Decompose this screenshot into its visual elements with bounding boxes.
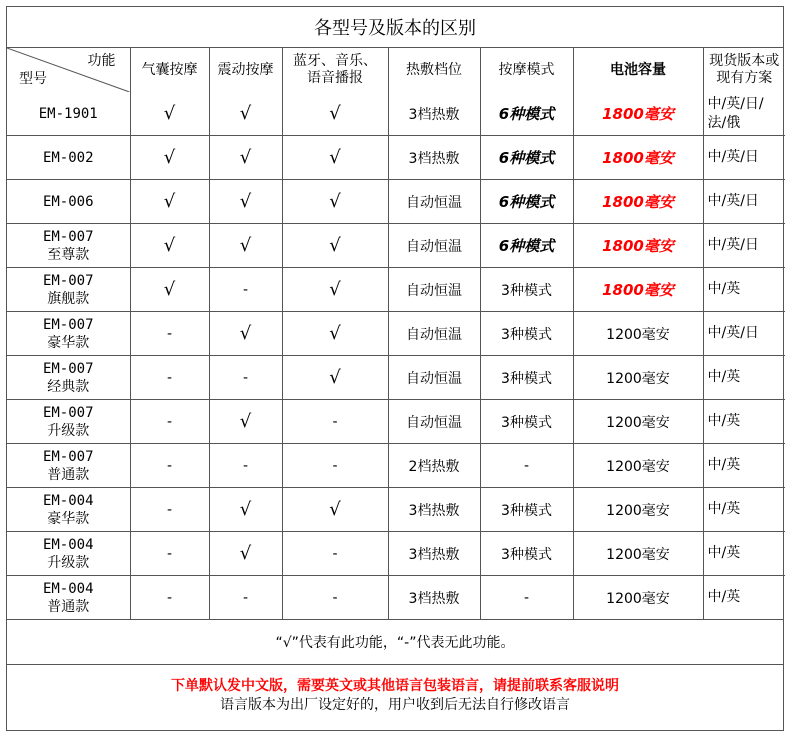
check-mark: √ [239,323,252,344]
language-value: 中/英 [707,457,741,473]
battery-value: 1200毫安 [606,502,670,519]
modes-cell [480,312,573,356]
language-cell [703,444,785,488]
battery-value: 1200毫安 [606,370,670,387]
language-cell [703,224,785,268]
table-body [7,92,785,619]
model-cell [7,180,130,224]
battery-cell [573,444,703,488]
model-variant: 豪华款 [47,334,90,351]
heat-value: 3档热敷 [408,150,460,167]
model-variant: 普通款 [47,466,90,483]
check-mark: √ [239,235,252,256]
airbag-cell [130,444,209,488]
model-cell [7,532,130,576]
dash-mark: - [166,457,173,474]
modes-cell [480,576,573,620]
battery-value: 1200毫安 [606,458,670,475]
dash-mark: - [242,457,249,474]
modes-value: 3种模式 [501,546,552,563]
dash-mark: - [332,545,338,562]
col-header-heat: 热敷档位 [388,48,480,92]
modes-cell [480,400,573,444]
table-row [7,400,785,444]
check-mark: √ [239,543,252,564]
check-mark: √ [239,191,252,212]
bluetooth-cell [282,488,388,532]
heat-value: 自动恒温 [406,194,462,211]
table-row [7,224,785,268]
vibration-cell [209,136,282,180]
battery-cell [573,224,703,268]
battery-cell [573,576,703,620]
dash-mark: - [166,325,173,342]
battery-cell [573,312,703,356]
col-header-modes: 按摩模式 [480,48,573,92]
airbag-cell [130,224,209,268]
airbag-cell [130,312,209,356]
vibration-cell [209,312,282,356]
modes-cell [480,532,573,576]
col-header-language: 现货版本或 现有方案 [703,48,785,92]
modes-value: 6种模式 [498,193,555,211]
airbag-cell [130,268,209,312]
col-header-battery: 电池容量 [573,48,703,92]
language-cell [703,92,785,136]
vibration-cell [209,532,282,576]
language-value: 中/英/日/ [707,95,764,112]
model-code: EM-006 [42,193,94,210]
table-row [7,180,785,224]
language-value: 中/英 [707,545,741,561]
model-code: EM-004 [42,536,94,553]
check-mark: √ [329,103,341,124]
airbag-cell [130,92,209,136]
modes-value: - [523,457,530,474]
table-row [7,488,785,532]
heat-value: 自动恒温 [406,282,462,299]
check-mark: √ [239,499,252,520]
vibration-cell [209,356,282,400]
battery-cell [573,136,703,180]
battery-cell [573,488,703,532]
language-value: 中/英/日 [707,149,759,165]
dash-mark: - [166,501,173,518]
language-value: 中/英 [707,501,741,517]
check-mark: √ [163,103,176,124]
language-notice [7,664,783,727]
bluetooth-cell [282,400,388,444]
model-cell [7,576,130,620]
dash-mark: - [242,369,249,386]
bluetooth-cell [282,312,388,356]
modes-value: 3种模式 [501,326,552,343]
table-row [7,356,785,400]
heat-cell [388,136,480,180]
model-code: EM-007 [42,316,94,333]
language-cell [703,356,785,400]
model-cell [7,92,130,136]
airbag-cell [130,576,209,620]
modes-value: 3种模式 [501,282,552,299]
language-cell [703,268,785,312]
model-cell [7,400,130,444]
battery-value: 1200毫安 [606,326,670,343]
header-row [7,48,785,92]
model-variant: 旗舰款 [47,290,90,307]
check-mark: √ [329,367,341,388]
model-variant: 升级款 [47,554,90,571]
battery-cell [573,92,703,136]
language-value: 中/英 [707,589,741,605]
comparison-table [7,48,785,619]
check-mark: √ [329,147,341,168]
vibration-cell [209,488,282,532]
col-header-vibration: 震动按摩 [209,48,282,92]
check-mark: √ [163,235,176,256]
dash-mark: - [166,413,173,430]
dash-mark: - [332,457,338,474]
modes-value: 3种模式 [501,370,552,387]
dash-mark: - [166,369,173,386]
battery-value: 1800毫安 [602,237,674,255]
model-variant: 豪华款 [47,510,90,527]
model-cell [7,136,130,180]
model-code: EM-007 [42,360,94,377]
check-mark: √ [239,411,252,432]
heat-value: 3档热敷 [408,590,460,607]
col-header-airbag: 气囊按摩 [130,48,209,92]
model-code: EM-007 [42,228,94,245]
modes-value: - [523,589,530,606]
bluetooth-cell [282,356,388,400]
heat-value: 3档热敷 [408,546,460,563]
language-cell [703,400,785,444]
modes-cell [480,92,573,136]
language-cell [703,136,785,180]
sheet-title: 各型号及版本的区别 [7,7,783,48]
heat-value: 自动恒温 [406,238,462,255]
check-mark: √ [329,499,341,520]
corner-feature-label: 功能 [87,53,116,69]
language-value: 中/英/日 [707,325,759,341]
language-cell [703,312,785,356]
model-code: EM-007 [42,448,94,465]
battery-value: 1800毫安 [602,281,674,299]
bluetooth-cell [282,268,388,312]
heat-cell [388,356,480,400]
dash-mark: - [332,589,338,606]
vibration-cell [209,576,282,620]
model-code: EM-004 [42,492,94,509]
model-variant: 至尊款 [47,246,90,263]
table-row [7,576,785,620]
check-mark: √ [163,279,176,300]
modes-value: 3种模式 [501,414,552,431]
corner-header [7,48,130,92]
table-row [7,268,785,312]
bluetooth-cell [282,180,388,224]
check-mark: √ [239,147,252,168]
table-row [7,532,785,576]
model-code: EM-007 [42,404,94,421]
modes-value: 6种模式 [498,149,555,167]
vibration-cell [209,180,282,224]
battery-value: 1800毫安 [602,149,674,167]
airbag-cell [130,488,209,532]
battery-value: 1800毫安 [602,193,674,211]
bluetooth-cell [282,532,388,576]
heat-cell [388,576,480,620]
table-row [7,312,785,356]
bluetooth-cell [282,136,388,180]
check-mark: √ [329,323,341,344]
heat-cell [388,488,480,532]
table-row [7,92,785,136]
corner-model-label: 型号 [19,71,47,87]
notice-line-red: 下单默认发中文版，需要英文或其他语言包装语言，请提前联系客服说明 [171,678,619,694]
heat-value: 自动恒温 [406,370,462,387]
vibration-cell [209,92,282,136]
vibration-cell [209,444,282,488]
vibration-cell [209,400,282,444]
battery-value: 1200毫安 [606,414,670,431]
heat-value: 自动恒温 [406,326,462,343]
airbag-cell [130,356,209,400]
check-mark: √ [163,147,176,168]
modes-cell [480,268,573,312]
check-mark: √ [329,191,341,212]
modes-value: 6种模式 [498,105,555,123]
heat-cell [388,224,480,268]
heat-cell [388,444,480,488]
battery-value: 1800毫安 [602,105,674,123]
comparison-sheet [6,6,784,731]
language-value: 法/俄 [707,114,741,131]
battery-cell [573,180,703,224]
check-mark: √ [239,103,252,124]
heat-value: 3档热敷 [408,502,460,519]
battery-value: 1200毫安 [606,546,670,563]
battery-cell [573,356,703,400]
bluetooth-cell [282,444,388,488]
language-value: 中/英 [707,281,741,297]
modes-cell [480,180,573,224]
dash-mark: - [166,545,173,562]
model-variant: 经典款 [47,378,90,395]
vibration-cell [209,224,282,268]
check-mark: √ [329,279,341,300]
heat-cell [388,268,480,312]
model-code: EM-1901 [38,105,98,122]
model-cell [7,268,130,312]
bluetooth-cell [282,224,388,268]
modes-cell [480,136,573,180]
dash-mark: - [242,589,249,606]
check-mark: √ [163,191,176,212]
check-mark: √ [329,235,341,256]
table-row [7,136,785,180]
heat-cell [388,400,480,444]
model-variant: 普通款 [47,598,90,615]
airbag-cell [130,400,209,444]
battery-cell [573,268,703,312]
model-code: EM-004 [42,580,94,597]
legend-note: “√”代表有此功能，“-”代表无此功能。 [7,619,783,664]
modes-cell [480,224,573,268]
vibration-cell [209,268,282,312]
modes-value: 3种模式 [501,502,552,519]
heat-cell [388,92,480,136]
battery-cell [573,400,703,444]
airbag-cell [130,532,209,576]
language-value: 中/英/日 [707,237,759,253]
battery-cell [573,532,703,576]
model-code: EM-002 [42,149,94,166]
model-cell [7,488,130,532]
dash-mark: - [332,413,338,430]
model-variant: 升级款 [47,422,90,439]
bluetooth-cell [282,576,388,620]
language-value: 中/英/日 [707,193,759,209]
heat-cell [388,312,480,356]
language-cell [703,488,785,532]
model-cell [7,224,130,268]
dash-mark: - [242,281,249,298]
model-cell [7,312,130,356]
heat-value: 3档热敷 [408,106,460,123]
language-value: 中/英 [707,413,741,429]
table-row [7,444,785,488]
airbag-cell [130,180,209,224]
heat-value: 2档热敷 [408,458,460,475]
language-cell [703,576,785,620]
airbag-cell [130,136,209,180]
language-value: 中/英 [707,369,741,385]
battery-value: 1200毫安 [606,590,670,607]
bluetooth-cell [282,92,388,136]
dash-mark: - [166,589,173,606]
language-cell [703,180,785,224]
heat-cell [388,180,480,224]
notice-line-plain: 语言版本为出厂设定好的，用户收到后无法自行修改语言 [220,697,570,713]
col-header-bluetooth: 蓝牙、音乐、 语音播报 [282,48,388,92]
model-code: EM-007 [42,272,94,289]
model-cell [7,444,130,488]
heat-cell [388,532,480,576]
modes-cell [480,356,573,400]
modes-value: 6种模式 [498,237,555,255]
model-cell [7,356,130,400]
heat-value: 自动恒温 [406,414,462,431]
language-cell [703,532,785,576]
modes-cell [480,488,573,532]
modes-cell [480,444,573,488]
